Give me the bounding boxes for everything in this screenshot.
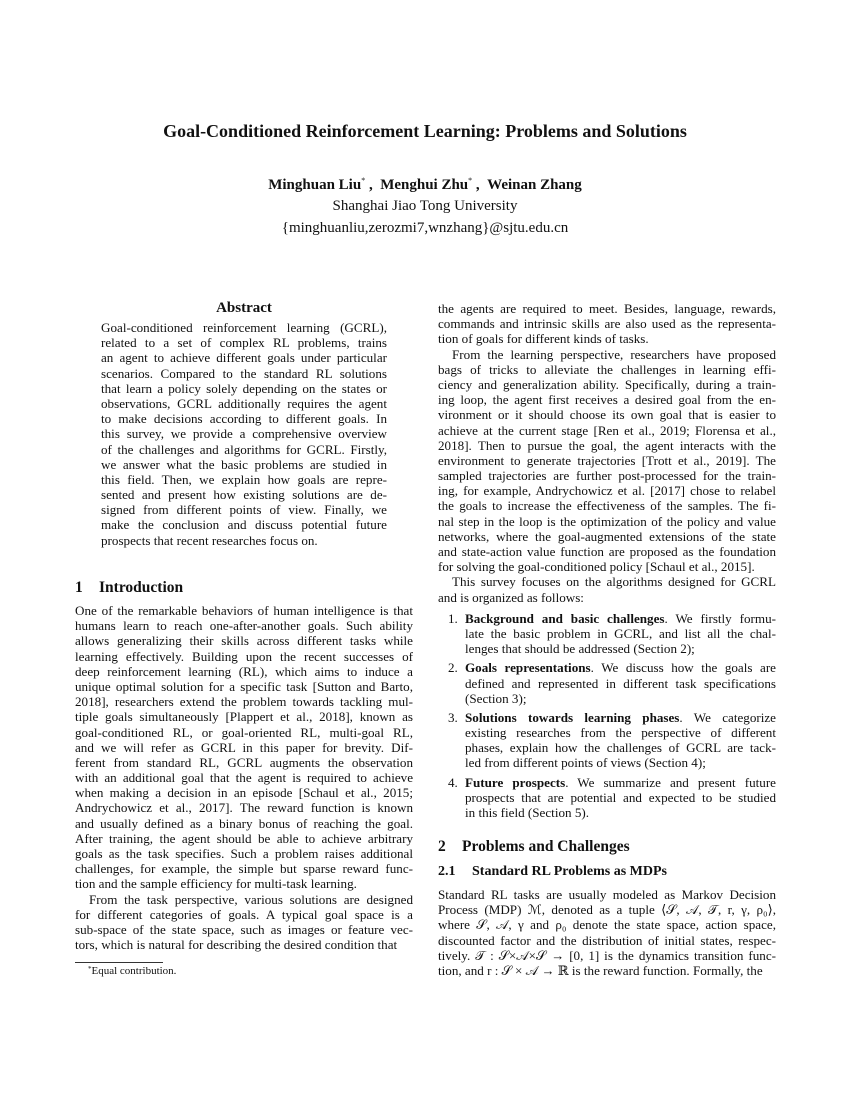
text-line: tively. 𝒯 : 𝒮×𝒜×𝒮 → [0, 1] is the dynamics transition func- xyxy=(438,947,776,963)
text-line: humans learn to reach one-after-another goals. Such ability xyxy=(75,618,413,634)
text-line: 2018], researchers extend the problem towards tackling mul- xyxy=(75,694,413,710)
text-line: when making a decision in an episode [Schaul et al., 2015; xyxy=(75,785,413,801)
mdp-section-body xyxy=(438,887,776,978)
text-line: commands and intrinsic skills are also used as the representa- xyxy=(438,316,776,332)
affiliation: Shanghai Jiao Tong University xyxy=(332,198,518,214)
paragraph xyxy=(438,301,776,347)
text-line: an agent to achieve different goals under particular xyxy=(101,350,387,366)
text-line: After training, the agent should be able to achieve arbitrary xyxy=(75,830,413,846)
paragraph xyxy=(101,320,387,548)
text-line: and we will refer as GCRL in this paper for brevity. Dif- xyxy=(75,739,413,755)
text-line: scenarios. Compared to the standard RL solutions xyxy=(101,365,387,381)
text-line: networks, where the goal-augmented extensions of the state xyxy=(438,528,776,544)
text-line: allows generalizing their skills across different tasks while xyxy=(75,633,413,649)
list-item-text: . We summarize and present future xyxy=(565,774,776,790)
text-line: and is organized as follows: xyxy=(438,589,584,605)
text-line: ferent from standard RL, GCRL augments the observation xyxy=(75,754,413,770)
text-line: tion of goals for different kinds of tasks. xyxy=(438,331,649,347)
text-line: defined and represented in different task specifications xyxy=(465,675,776,691)
text-line: From the task perspective, various solutions are designed xyxy=(89,891,413,907)
subsection-title: Standard RL Problems as MDPs xyxy=(472,864,667,879)
paragraph xyxy=(75,603,413,892)
text-line: that learn a policy solely depending on the states or xyxy=(101,380,387,396)
list-number: 4. xyxy=(448,774,458,790)
list-item-text: . We firstly formu- xyxy=(664,611,776,626)
list-item-text: . We discuss how the goals are xyxy=(590,660,776,676)
text-line: phases, explain how the challenges of GCRL are tack- xyxy=(465,740,776,756)
text-line: (Section 3); xyxy=(465,690,527,706)
author-email: {minghuanliu,zerozmi7,wnzhang}@sjtu.edu.cn xyxy=(281,220,569,236)
text-line: and usually defined as a binary bonus of reaching the goal. xyxy=(75,815,413,831)
text-line: vironment or it should choose its own goal that is easier to xyxy=(438,407,776,423)
introduction-continued-body xyxy=(438,301,776,605)
text-line: sampled trajectories are further post-processed for the train- xyxy=(438,468,776,484)
text-line: unique optimal solution for a specific task [Sutton and Barto, xyxy=(75,678,413,694)
text-line: Standard RL tasks are usually modeled as Markov Decision xyxy=(438,887,776,902)
footnote-text: Equal contribution. xyxy=(91,965,177,977)
text-line: this field. Then, we explain how goals are repre- xyxy=(101,471,387,487)
survey-outline-list xyxy=(438,611,776,824)
text-line: in this field (Section 5). xyxy=(465,804,590,820)
text-line: tion and the sample efficiency for multi-task learning. xyxy=(75,876,357,892)
text-line: deep reinforcement learning (RL), which aims to induce a xyxy=(75,663,413,679)
paragraph xyxy=(438,347,776,575)
author-list: Minghuan Liu* , Menghui Zhu* , Weinan Zhang xyxy=(268,176,582,193)
text-line: make the conclusion and discuss potential future xyxy=(101,517,387,533)
abstract-heading: Abstract xyxy=(216,300,272,316)
text-line: with an additional goal that the agent is required to achieve xyxy=(75,770,413,786)
text-line: sub-space of the state space, such as images or feature vec- xyxy=(75,921,413,937)
section-heading-problems xyxy=(438,838,630,856)
text-line: we answer what the basic problems are studied in xyxy=(101,456,387,472)
footnote-divider xyxy=(75,962,163,963)
text-line: lenges that should be addressed (Section 2); xyxy=(465,641,695,657)
list-item-text: . We categorize xyxy=(679,709,776,725)
text-line xyxy=(465,775,776,790)
text-line: for different categories of goals. A typical goal space is a xyxy=(75,906,413,922)
text-line: led from different points of views (Section 4); xyxy=(465,755,706,771)
section-heading-introduction xyxy=(75,579,183,597)
text-line: sented and present how existing solutions are de- xyxy=(101,487,387,503)
text-line: tion, and r : 𝒮 × 𝒜 → ℝ is the reward function. Formally, the xyxy=(438,962,763,978)
paragraph xyxy=(438,887,776,978)
outline-list-item xyxy=(438,775,776,821)
subsection-number: 2.1 xyxy=(438,864,456,879)
paper-title: Goal-Conditioned Reinforcement Learning: Problems and Solutions xyxy=(163,121,687,141)
section-number: 2 xyxy=(438,838,446,855)
equal-contribution-mark: * xyxy=(468,176,473,185)
footnote xyxy=(88,965,176,977)
text-line: where 𝒮, 𝒜, γ and ρ₀ denote the state space, action space, xyxy=(438,917,776,933)
text-line: late the basic problem in GCRL, and list all the chal- xyxy=(465,626,776,642)
paragraph xyxy=(75,892,413,953)
text-line: discounted factor and the distribution of initial states, respec- xyxy=(438,932,776,948)
introduction-body xyxy=(75,603,413,952)
outline-list-item xyxy=(438,611,776,657)
subsection-heading-mdps xyxy=(438,864,667,880)
text-line: 2018]. Then to pursue the goal, the agent interacts with the xyxy=(438,437,776,453)
text-line: ciency and generalization ability. Specifically, during a train- xyxy=(438,376,776,392)
text-line: related to a set of complex RL problems, trains xyxy=(101,335,387,351)
section-title: Problems and Challenges xyxy=(462,838,630,855)
text-line: and state-action value function are proposed as the foundation xyxy=(438,544,776,559)
text-line xyxy=(465,710,776,725)
text-line xyxy=(465,611,776,626)
section-number: 1 xyxy=(75,579,83,596)
section-title: Introduction xyxy=(99,579,184,596)
text-line: of the challenges and algorithms for GCRL. Firstly, xyxy=(101,441,387,457)
text-line: goal-conditioned RL, or goal-oriented RL, multi-goal RL, xyxy=(75,724,413,740)
outline-list-item xyxy=(438,660,776,706)
text-line: to make decisions according to different goals. In xyxy=(101,411,387,427)
list-item-title: Goals representations xyxy=(465,660,591,676)
equal-contribution-mark: * xyxy=(361,176,366,185)
text-line: bags of tricks to alleviate the challenges in learning effi- xyxy=(438,361,776,377)
text-line: prospects that recent researches focus on. xyxy=(101,532,318,548)
text-line: Andrychowicz et al., 2017]. The reward function is known xyxy=(75,800,413,816)
text-line: signed from different points of view. Finally, we xyxy=(101,502,387,518)
text-line: tors, which is natural for describing the desired condition that xyxy=(75,937,398,953)
author-name: Minghuan Liu xyxy=(268,177,362,193)
text-line: From the learning perspective, researchers have proposed xyxy=(452,346,776,362)
abstract-body xyxy=(101,320,387,548)
text-line: challenges, for example, the simple but sparse reward func- xyxy=(75,861,413,877)
list-number: 3. xyxy=(448,709,458,725)
text-line xyxy=(465,660,776,675)
text-line: achieve at the current stage [Ren et al., 2019; Florensa et al., xyxy=(438,422,776,438)
author-name: Menghui Zhu xyxy=(380,177,469,193)
list-item-title: Solutions towards learning phases xyxy=(465,709,680,725)
list-item-title: Background and basic challenges xyxy=(465,611,665,626)
text-line: Process (MDP) ℳ, denoted as a tuple ⟨𝒮, 𝒜, 𝒯, r, γ, ρ₀⟩, xyxy=(438,902,776,918)
text-line: This survey focuses on the algorithms designed for GCRL xyxy=(452,574,776,590)
text-line: for solving the goal-conditioned policy [Schaul et al., 2015]. xyxy=(438,559,755,575)
text-line: One of the remarkable behaviors of human intelligence is that xyxy=(75,603,413,618)
paragraph xyxy=(438,574,776,604)
text-line: observations, GCRL additionally requires the agent xyxy=(101,395,387,411)
text-line: ing loop, the agent first receives a desired goal from the en- xyxy=(438,392,776,408)
list-number: 1. xyxy=(448,611,458,626)
text-line: nal step in the loop is the optimization of the policy and value xyxy=(438,513,776,529)
text-line: tiple goals simultaneously [Plappert et al., 2018], known as xyxy=(75,709,413,725)
author-name: Weinan Zhang xyxy=(487,177,582,193)
text-line: prospects that are potential and expected to be studied xyxy=(465,789,776,805)
text-line: the goals to increase the effectiveness of the samples. The fi- xyxy=(438,498,776,514)
text-line: this survey, we provide a comprehensive overview xyxy=(101,426,387,442)
text-line: Goal-conditioned reinforcement learning (GCRL), xyxy=(101,320,387,335)
list-number: 2. xyxy=(448,660,458,676)
footnote-mark: * xyxy=(88,965,92,973)
text-line: goals as the task specifies. Such a problem raises additional xyxy=(75,846,413,861)
text-line: ing, for example, Andrychowicz et al. [2017] chose to relabel xyxy=(438,483,776,499)
text-line: existing researches from the perspective of different xyxy=(465,725,776,741)
text-line: environment to generate trajectories [Trott et al., 2019]. The xyxy=(438,452,776,468)
text-line: the agents are required to meet. Besides, language, rewards, xyxy=(438,301,776,316)
list-item-title: Future prospects xyxy=(465,774,566,790)
outline-list-item xyxy=(438,710,776,771)
text-line: learning effectively. Building upon the recent successes of xyxy=(75,648,413,664)
